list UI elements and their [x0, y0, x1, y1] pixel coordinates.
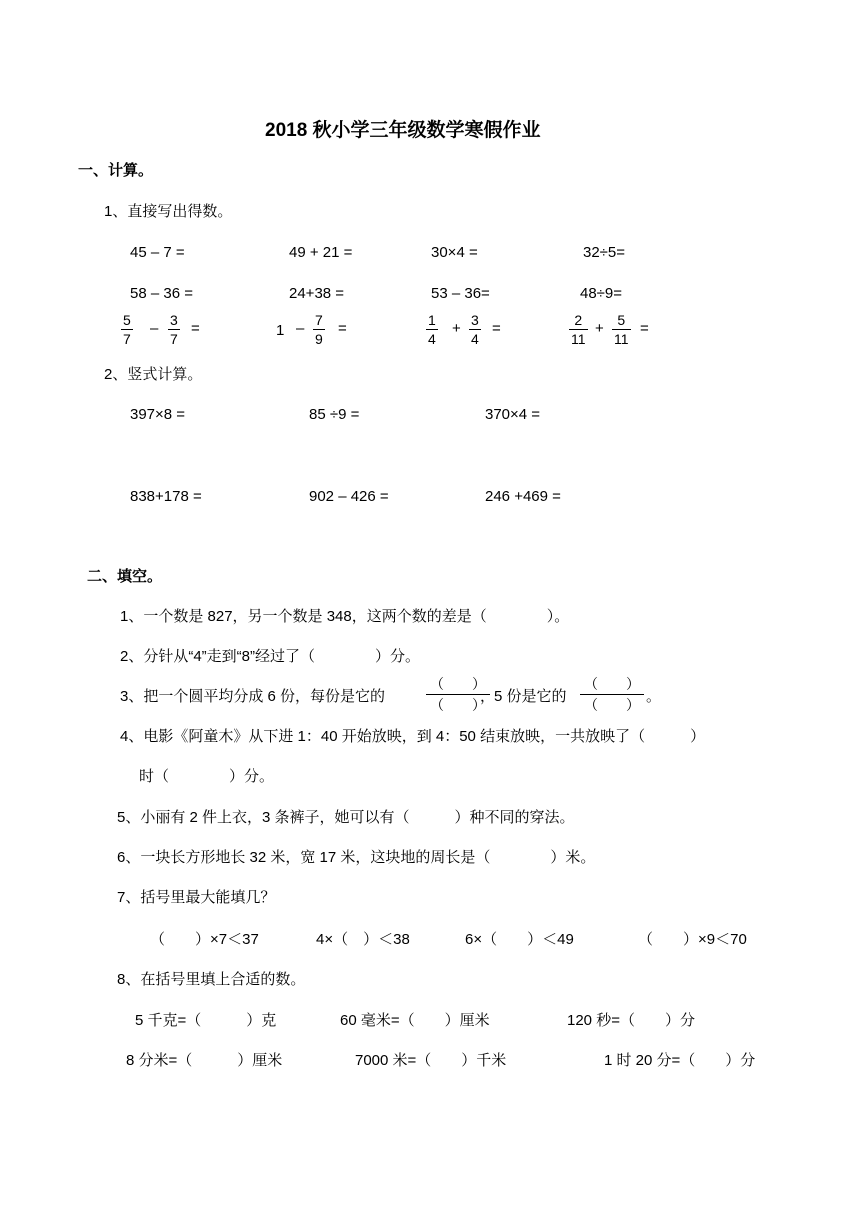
vert-r2-c3: 246 +469 = — [485, 488, 561, 505]
fraction-equals: = — [338, 320, 347, 337]
fraction-denominator: 7 — [123, 331, 131, 347]
blank-numerator: （ ） — [584, 676, 640, 692]
blank-numerator: （ ） — [430, 676, 486, 692]
section2-heading: 二、填空。 — [87, 568, 163, 585]
fraction-1-4 — [426, 313, 438, 346]
calc-r2-c4: 48÷9= — [580, 285, 623, 302]
fill-q5: 5、小丽有 2 件上衣，3 条裤子，她可以有（ ）种不同的穿法。 — [117, 809, 575, 826]
fraction-denominator: 4 — [428, 331, 436, 347]
fill-q4-line2: 时（ ）分。 — [139, 768, 275, 785]
q8-r1-c3: 120 秒=（ ）分 — [567, 1012, 695, 1029]
fraction-numerator: 2 — [574, 312, 583, 328]
q1-label: 1、直接写出得数。 — [104, 203, 233, 220]
q8-r2-c2: 7000 米=（ ）千米 — [355, 1052, 507, 1069]
q7-item-2: 4×（ ）＜38 — [316, 931, 410, 948]
blank-fraction — [580, 677, 644, 712]
fraction-denominator: 11 — [614, 331, 629, 347]
blank-denominator: （ ） — [580, 694, 644, 712]
fraction-numerator: 5 — [123, 312, 131, 328]
fraction-operator: – — [150, 320, 159, 337]
calc-r2-c2: 24+38 = — [289, 285, 345, 302]
fraction-lead-one: 1 — [276, 322, 285, 339]
q7-item-4: （ ）×9＜70 — [638, 931, 747, 948]
q8-r1-c1: 5 千克=（ ）克 — [135, 1012, 277, 1029]
calc-r1-c2: 49 + 21 = — [289, 244, 353, 261]
q7-item-1: （ ）×7＜37 — [150, 931, 259, 948]
fraction-numerator: 3 — [170, 312, 178, 328]
fraction-5-7 — [121, 313, 133, 346]
fraction-denominator: 4 — [471, 331, 479, 347]
page-title: 2018 秋小学三年级数学寒假作业 — [265, 120, 541, 141]
fraction-equals: = — [492, 320, 501, 337]
calc-r2-c1: 58 – 36 = — [130, 285, 193, 302]
fill-q6: 6、一块长方形地长 32 米，宽 17 米，这块地的周长是（ ）米。 — [117, 849, 596, 866]
calc-r2-c3: 53 – 36= — [431, 285, 490, 302]
fraction-denominator: 9 — [315, 331, 323, 347]
vert-r1-c2: 85 ÷9 = — [309, 406, 360, 423]
fraction-operator: – — [296, 320, 305, 337]
fraction-3-4 — [469, 313, 481, 346]
fill-q1: 1、一个数是 827，另一个数是 348，这两个数的差是（ ）。 — [120, 608, 570, 625]
calc-r1-c3: 30×4 = — [431, 244, 478, 261]
fraction-numerator: 5 — [617, 312, 626, 328]
fill-q3-end: 。 — [646, 688, 662, 705]
fraction-operator: + — [452, 320, 461, 337]
calc-r1-c1: 45 – 7 = — [130, 244, 185, 261]
vert-r2-c1: 838+178 = — [130, 488, 202, 505]
fraction-3-7 — [168, 313, 180, 346]
fill-q4-line1: 4、电影《阿童木》从下进 1：40 开始放映，到 4：50 结束放映，一共放映了（ ） — [120, 728, 706, 745]
fraction-2-11 — [569, 313, 588, 346]
fill-q8-label: 8、在括号里填上合适的数。 — [117, 971, 306, 988]
fill-q2: 2、分针从“4”走到“8”经过了（ ）分。 — [120, 648, 421, 665]
q8-r1-c2: 60 毫米=（ ）厘米 — [340, 1012, 490, 1029]
fraction-equals: = — [640, 320, 649, 337]
fraction-denominator: 7 — [170, 331, 178, 347]
fraction-equals: = — [191, 320, 200, 337]
fraction-operator: + — [595, 320, 604, 337]
fraction-7-9 — [313, 313, 325, 346]
vert-r2-c2: 902 – 426 = — [309, 488, 389, 505]
fill-q7-label: 7、括号里最大能填几？ — [117, 889, 276, 906]
q2-label: 2、竖式计算。 — [104, 366, 203, 383]
fraction-5-11 — [612, 313, 631, 346]
fraction-numerator: 7 — [315, 312, 323, 328]
blank-denominator: （ ） — [426, 694, 490, 712]
vert-r1-c3: 370×4 = — [485, 406, 541, 423]
q7-item-3: 6×（ ）＜49 — [465, 931, 574, 948]
fill-q3-separator: ， — [480, 688, 496, 705]
fraction-numerator: 1 — [428, 312, 436, 328]
calc-r1-c4: 32÷5= — [583, 244, 626, 261]
q8-r2-c3: 1 时 20 分=（ ）分 — [604, 1052, 756, 1069]
fraction-numerator: 3 — [471, 312, 479, 328]
fill-q3-part2: 5 份是它的 — [494, 688, 567, 705]
section1-heading: 一、计算。 — [78, 162, 154, 179]
fill-q3-part1: 3、把一个圆平均分成 6 份，每份是它的 — [120, 688, 386, 705]
fraction-denominator: 11 — [571, 331, 586, 347]
q8-r2-c1: 8 分米=（ ）厘米 — [126, 1052, 283, 1069]
vert-r1-c1: 397×8 = — [130, 406, 186, 423]
